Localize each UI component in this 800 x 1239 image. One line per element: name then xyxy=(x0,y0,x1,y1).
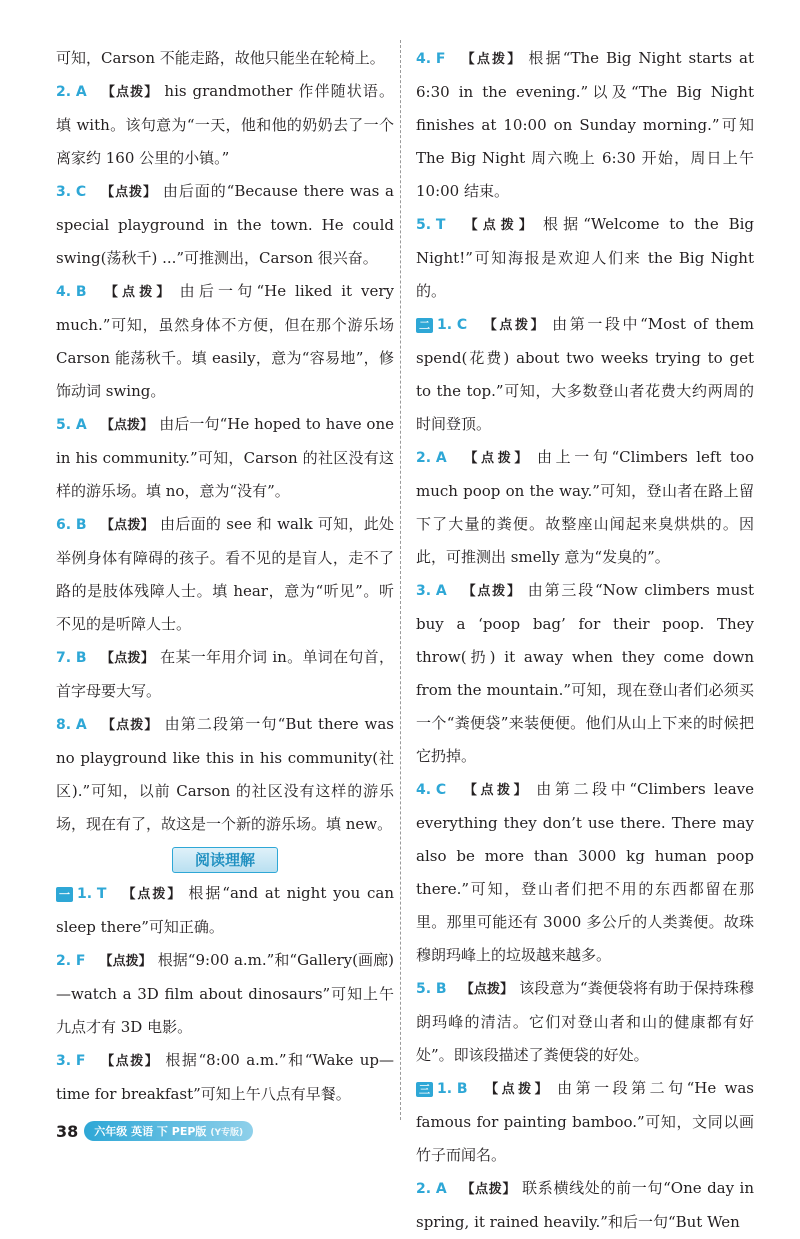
hint-label: 【点拨】 xyxy=(99,954,152,969)
answer-text: 由第二段第一句“But there was no playground like this in his community(社区).”可知，以前 Carson 的社区没有这样的游乐场，现在有了，故这是一个新的游乐场。填 new。 xyxy=(56,715,394,833)
answer-number: 6. B xyxy=(56,517,87,533)
hint-label: 【点拨】 xyxy=(460,584,522,599)
answer-item xyxy=(56,175,394,275)
answer-text: 可知，Carson 不能走路，故他只能坐在轮椅上。 xyxy=(56,49,385,67)
answer-text: 由后面的“Because there was a special playground in the town. He could swing(荡秋千) ...”可推测出，Carson 很兴奋。 xyxy=(56,182,394,267)
section-number-badge: 一 xyxy=(56,887,73,902)
answer-item xyxy=(56,408,394,508)
book-edition: (Y专版) xyxy=(210,1128,244,1138)
answer-text: 由后面的 see 和 walk 可知，此处举例身体有障碍的孩子。看不见的是盲人，走不了路的是肢体残障人士。填 hear，意为“听见”。听不见的是听障人士。 xyxy=(56,515,394,633)
hint-label: 【点拨】 xyxy=(460,783,531,798)
hint-label: 【点拨】 xyxy=(459,52,523,67)
hint-label: 【点拨】 xyxy=(100,285,174,300)
answer-number: 1. C xyxy=(437,317,468,333)
hint-label: 【点拨】 xyxy=(100,418,154,433)
hint-label: 【点拨】 xyxy=(100,518,155,533)
hint-label: 【点拨】 xyxy=(481,318,547,333)
hint-label: 【点拨】 xyxy=(460,982,514,997)
answer-item xyxy=(416,208,754,308)
answer-number: 5. B xyxy=(416,981,447,997)
answer-number: 3. A xyxy=(416,583,447,599)
right-column xyxy=(416,42,754,1239)
answer-item xyxy=(56,708,394,841)
answer-item xyxy=(416,972,754,1072)
answer-number: 4. F xyxy=(416,51,446,67)
answer-item xyxy=(56,42,394,75)
answer-item xyxy=(416,574,754,773)
answer-text: 根据“Welcome to the Big Night!”可知海报是欢迎人们来 the Big Night 的。 xyxy=(416,215,754,300)
answer-item xyxy=(56,508,394,641)
answer-item xyxy=(56,877,394,944)
answer-item xyxy=(56,1044,394,1111)
answer-number: 2. A xyxy=(416,450,447,466)
answer-number: 3. F xyxy=(56,1053,86,1069)
answer-text: 在某一年用介词 in。单词在句首，首字母要大写。 xyxy=(56,648,394,700)
section-title: 阅读理解 xyxy=(172,847,278,873)
hint-label: 【点拨】 xyxy=(100,718,159,733)
answer-text: his grandmother 作伴随状语。填 with。该句意为“一天，他和他的奶奶去了一个离家约 160 公里的小镇。” xyxy=(56,82,394,167)
page-number: 38 xyxy=(56,1121,79,1141)
answer-number: 4. C xyxy=(416,782,447,798)
answer-number: 1. T xyxy=(77,886,107,902)
answer-item xyxy=(416,308,754,441)
section-number-badge: 三 xyxy=(416,1082,433,1097)
answer-item xyxy=(416,773,754,972)
answer-text: 由第三段“Now climbers must buy a ‘poop bag’ for their poop. They throw(扔) it away when they come down from the mountain.”可知，现在登山者们必须买一个“粪便袋”来装便便。他们从山上下来的时候把它扔掉。 xyxy=(416,581,754,765)
answer-text: 由第一段中“Most of them spend(花费) about two weeks trying to get to the top.”可知，大多数登山者花费大约两周的时间登顶。 xyxy=(416,315,754,433)
answer-number: 3. C xyxy=(56,184,87,200)
answer-text: 由后一句“He liked it very much.”可知，虽然身体不方便，但在那个游乐场 Carson 能荡秋千。填 easily，意为“容易地”，修饰动词 swing。 xyxy=(56,282,394,400)
answer-item xyxy=(56,944,394,1044)
answer-number: 4. B xyxy=(56,284,87,300)
answer-number: 5. T xyxy=(416,217,446,233)
answer-text: 根据“8:00 a.m.”和“Wake up—time for breakfast”可知上午八点有早餐。 xyxy=(56,1051,394,1103)
column-divider xyxy=(400,40,401,1120)
section-number-badge: 二 xyxy=(416,318,433,333)
answer-text: 该段意为“粪便袋将有助于保持珠穆朗玛峰的清洁。它们对登山者和山的健康都有好处”。即该段描述了粪便袋的好处。 xyxy=(416,979,754,1064)
answer-number: 2. A xyxy=(416,1181,447,1197)
hint-label: 【点拨】 xyxy=(460,451,531,466)
left-column xyxy=(56,42,394,1111)
section-header xyxy=(56,847,394,873)
answer-text: 由第二段中“Climbers leave everything they don’t use there. There may also be more than 3000 kg human poop there.”可知，登山者们把不用的东西都留在那里。那里可能还有 3000 多公斤的人类粪便。故珠穆朗玛峰上的垃圾越来越多。 xyxy=(416,780,754,964)
hint-label: 【点拨】 xyxy=(100,85,159,100)
answer-text: 由上一句“Climbers left too much poop on the way.”可知，登山者在路上留下了大量的粪便。故整座山闻起来臭烘烘的。因此，可推测出 smelly 意为“发臭的”。 xyxy=(416,448,754,566)
answer-item xyxy=(416,441,754,574)
book-title-banner xyxy=(84,1121,253,1141)
hint-label: 【点拨】 xyxy=(100,185,157,200)
answer-item xyxy=(416,1172,754,1239)
book-title: 六年级 英语 下 PEP版 xyxy=(94,1125,207,1138)
answer-number: 1. B xyxy=(437,1081,468,1097)
answer-text: 联系横线处的前一句“One day in spring, it rained heavily.”和后一句“But Wen xyxy=(416,1179,754,1231)
page-footer xyxy=(56,1118,253,1144)
answer-number: 8. A xyxy=(56,717,87,733)
answer-text: 根据“9:00 a.m.”和“Gallery(画廊)—watch a 3D film about dinosaurs”可知上午九点才有 3D 电影。 xyxy=(56,951,394,1036)
hint-label: 【点拨】 xyxy=(459,218,538,233)
answer-number: 2. A xyxy=(56,84,87,100)
hint-label: 【点拨】 xyxy=(481,1082,552,1097)
hint-label: 【点拨】 xyxy=(99,1054,160,1069)
hint-label: 【点拨】 xyxy=(100,651,155,666)
answer-number: 2. F xyxy=(56,953,86,969)
answer-text: 由第一段第二句“He was famous for painting bamboo.”可知，文同以画竹子而闻名。 xyxy=(416,1079,754,1164)
answer-text: 由后一句“He hoped to have one in his community.”可知，Carson 的社区没有这样的游乐场。填 no，意为“没有”。 xyxy=(56,415,394,500)
answer-item xyxy=(56,641,394,708)
answer-number: 5. A xyxy=(56,417,87,433)
answer-text: 根据“and at night you can sleep there”可知正确。 xyxy=(56,884,394,936)
answer-item xyxy=(416,42,754,208)
answer-number: 7. B xyxy=(56,650,87,666)
answer-text: 根据“The Big Night starts at 6:30 in the evening.”以及“The Big Night finishes at 10:00 on Sunday morning.”可知 The Big Night 周六晚上 6:30 开始，周日上午 10:00 结束。 xyxy=(416,49,754,200)
hint-label: 【点拨】 xyxy=(120,887,183,902)
answer-item xyxy=(56,75,394,175)
hint-label: 【点拨】 xyxy=(460,1182,517,1197)
answer-item xyxy=(56,275,394,408)
answer-item xyxy=(416,1072,754,1172)
